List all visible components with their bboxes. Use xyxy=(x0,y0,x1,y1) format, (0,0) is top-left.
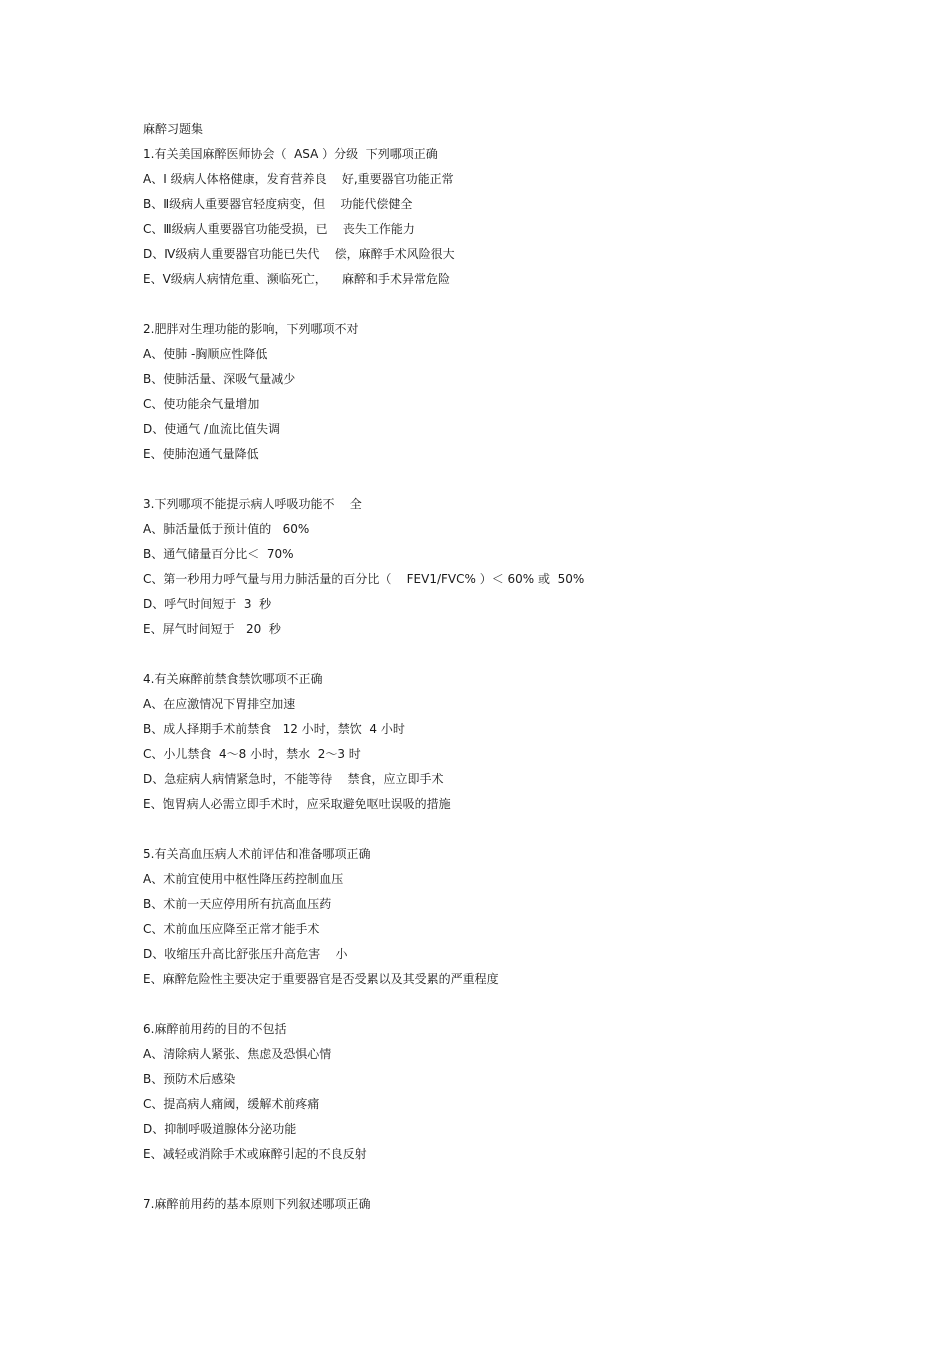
answer-option: D、Ⅳ级病人重要器官功能已失代 偿，麻醉手术风险很大 xyxy=(143,247,455,261)
answer-option: C、使功能余气量增加 xyxy=(143,397,260,411)
answer-option: C、提高病人痛阈，缓解术前疼痛 xyxy=(143,1097,320,1111)
answer-option: D、抑制呼吸道腺体分泌功能 xyxy=(143,1122,297,1136)
answer-option: C、Ⅲ级病人重要器官功能受损，已 丧失工作能力 xyxy=(143,222,415,236)
answer-option: E、减轻或消除手术或麻醉引起的不良反射 xyxy=(143,1147,367,1161)
answer-option: E、饱胃病人必需立即手术时，应采取避免呕吐误吸的措施 xyxy=(143,797,451,811)
question-stem: 2.肥胖对生理功能的影响，下列哪项不对 xyxy=(143,322,359,336)
question-list xyxy=(143,142,843,1217)
answer-option: A、肺活量低于预计值的 60% xyxy=(143,522,310,536)
question-stem: 4.有关麻醉前禁食禁饮哪项不正确 xyxy=(143,672,323,686)
answer-option: C、第一秒用力呼气量与用力肺活量的百分比（ FEV1/FVC% ）＜ 60% 或 50% xyxy=(143,572,585,586)
answer-option: A、使肺 -胸顺应性降低 xyxy=(143,347,268,361)
answer-option: A、清除病人紧张、焦虑及恐惧心情 xyxy=(143,1047,332,1061)
answer-option: A、Ⅰ 级病人体格健康，发育营养良 好,重要器官功能正常 xyxy=(143,172,454,186)
question-stem: 6.麻醉前用药的目的不包括 xyxy=(143,1022,287,1036)
answer-option: B、术前一天应停用所有抗高血压药 xyxy=(143,897,332,911)
question-stem: 7.麻醉前用药的基本原则下列叙述哪项正确 xyxy=(143,1197,371,1211)
answer-option: B、Ⅱ级病人重要器官轻度病变，但 功能代偿健全 xyxy=(143,197,413,211)
answer-option: A、术前宜使用中枢性降压药控制血压 xyxy=(143,872,344,886)
question-stem: 3.下列哪项不能提示病人呼吸功能不 全 xyxy=(143,497,362,511)
question-block xyxy=(143,842,843,992)
answer-option: E、麻醉危险性主要决定于重要器官是否受累以及其受累的严重程度 xyxy=(143,972,499,986)
question-block xyxy=(143,1192,843,1217)
answer-option: B、成人择期手术前禁食 12 小时，禁饮 4 小时 xyxy=(143,722,405,736)
answer-option: A、在应激情况下胃排空加速 xyxy=(143,697,296,711)
answer-option: D、急症病人病情紧急时，不能等待 禁食，应立即手术 xyxy=(143,772,444,786)
question-stem: 1.有关美国麻醉医师协会（ ASA ）分级 下列哪项正确 xyxy=(143,147,438,161)
answer-option: C、小儿禁食 4～8 小时，禁水 2～3 时 xyxy=(143,747,361,761)
question-block xyxy=(143,1017,843,1167)
answer-option: C、术前血压应降至正常才能手术 xyxy=(143,922,320,936)
answer-option: E、屏气时间短于 20 秒 xyxy=(143,622,281,636)
question-stem: 5.有关高血压病人术前评估和准备哪项正确 xyxy=(143,847,371,861)
answer-option: B、通气储量百分比＜ 70% xyxy=(143,547,294,561)
answer-option: E、使肺泡通气量降低 xyxy=(143,447,259,461)
answer-option: B、预防术后感染 xyxy=(143,1072,236,1086)
document-body xyxy=(143,117,843,1217)
document-title: 麻醉习题集 xyxy=(143,122,204,136)
question-block xyxy=(143,317,843,467)
answer-option: D、使通气 /血流比值失调 xyxy=(143,422,281,436)
question-block xyxy=(143,142,843,292)
answer-option: E、Ⅴ级病人病情危重、濒临死亡， 麻醉和手术异常危险 xyxy=(143,272,451,286)
question-block xyxy=(143,492,843,642)
answer-option: D、呼气时间短于 3 秒 xyxy=(143,597,272,611)
answer-option: B、使肺活量、深吸气量减少 xyxy=(143,372,296,386)
question-block xyxy=(143,667,843,817)
answer-option: D、收缩压升高比舒张压升高危害 小 xyxy=(143,947,348,961)
